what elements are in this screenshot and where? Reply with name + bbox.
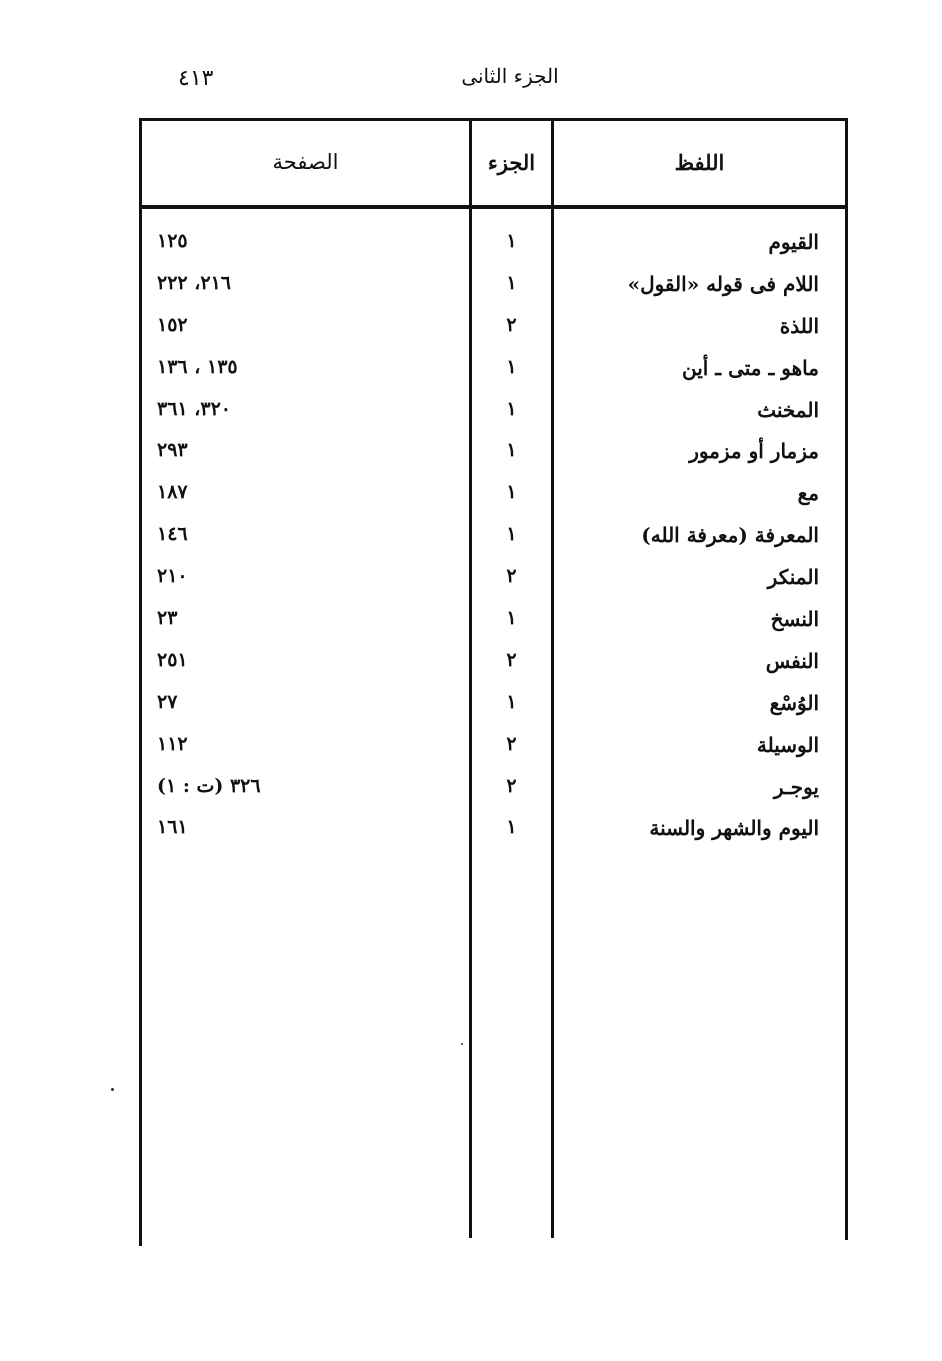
row-word: الوُسْع bbox=[769, 690, 819, 715]
row-word: اليوم والشهر والسنة bbox=[649, 816, 819, 841]
table-row bbox=[142, 519, 845, 561]
row-volume: ١ bbox=[506, 397, 517, 420]
table-row bbox=[142, 435, 845, 477]
table-row bbox=[142, 603, 845, 645]
row-volume: ٢ bbox=[506, 648, 517, 671]
table-row bbox=[142, 812, 845, 854]
row-page: ٢٩٣ bbox=[157, 439, 188, 462]
column-header-page: الصفحة bbox=[272, 150, 339, 174]
table-right-border bbox=[845, 118, 848, 1240]
row-word: مع bbox=[797, 481, 819, 506]
row-page: ٢٧ bbox=[157, 690, 178, 713]
column-header-volume: الجزء bbox=[487, 150, 536, 175]
row-word: ماهو ـ متى ـ أين bbox=[681, 355, 819, 380]
row-page: ٣٢٠، ٣٦١ bbox=[157, 397, 231, 420]
row-page: ١٤٦ bbox=[157, 523, 188, 546]
row-volume: ١ bbox=[506, 439, 517, 462]
row-volume: ٢ bbox=[506, 565, 517, 588]
table-row bbox=[142, 729, 845, 771]
row-word: الوسيلة bbox=[756, 732, 819, 757]
table-row bbox=[142, 645, 845, 687]
row-volume: ١ bbox=[506, 607, 517, 630]
table-top-rule bbox=[140, 118, 847, 121]
row-volume: ١ bbox=[506, 355, 517, 378]
row-page: ٢١٦، ٢٢٢ bbox=[157, 271, 231, 294]
running-title: الجزء الثانى bbox=[461, 64, 559, 88]
row-word: المخنث bbox=[757, 397, 819, 422]
row-word: النسخ bbox=[770, 607, 819, 632]
row-volume: ١ bbox=[506, 230, 517, 252]
table-row bbox=[142, 394, 845, 436]
index-rows bbox=[142, 226, 845, 854]
row-page: ١٥٢ bbox=[157, 313, 188, 336]
row-page: ١١٢ bbox=[157, 732, 188, 755]
row-word: المنكر bbox=[767, 565, 819, 590]
row-volume: ١ bbox=[506, 271, 517, 294]
row-word: النفس bbox=[765, 648, 819, 673]
column-header-word: اللفظ bbox=[674, 150, 725, 175]
row-volume: ٢ bbox=[506, 313, 517, 336]
table-header-rule bbox=[140, 205, 847, 209]
table-row bbox=[142, 352, 845, 394]
table-row bbox=[142, 771, 845, 813]
row-word: يوجـر bbox=[773, 774, 819, 799]
row-page: ١٦١ bbox=[157, 816, 188, 839]
row-page: ٣٢٦ (ت : ١) bbox=[157, 774, 261, 797]
row-page: ١٣٥ ، ١٣٦ bbox=[157, 355, 238, 378]
row-word: القيوم bbox=[768, 230, 819, 254]
table-row bbox=[142, 226, 845, 268]
page-number: ٤١٣ bbox=[178, 66, 214, 91]
row-page: ٢١٠ bbox=[157, 565, 188, 588]
row-volume: ١ bbox=[506, 690, 517, 713]
scan-speck bbox=[461, 1043, 463, 1045]
row-volume: ٢ bbox=[506, 774, 517, 797]
row-page: ١٢٥ bbox=[157, 230, 188, 252]
table-row bbox=[142, 310, 845, 352]
row-word: اللام فى قوله «القول» bbox=[627, 271, 819, 296]
row-word: مزمار أو مزمور bbox=[689, 439, 819, 464]
table-row bbox=[142, 687, 845, 729]
row-word: اللذة bbox=[779, 313, 819, 338]
row-volume: ٢ bbox=[506, 732, 517, 755]
row-page: ١٨٧ bbox=[157, 481, 188, 504]
table-row bbox=[142, 268, 845, 310]
table-row bbox=[142, 561, 845, 603]
row-volume: ١ bbox=[506, 816, 517, 839]
row-page: ٢٥١ bbox=[157, 648, 188, 671]
row-word: المعرفة (معرفة الله) bbox=[641, 523, 819, 548]
table-row bbox=[142, 477, 845, 519]
row-volume: ١ bbox=[506, 481, 517, 504]
scan-speck bbox=[111, 1088, 114, 1091]
row-page: ٢٣ bbox=[157, 607, 178, 630]
row-volume: ١ bbox=[506, 523, 517, 546]
